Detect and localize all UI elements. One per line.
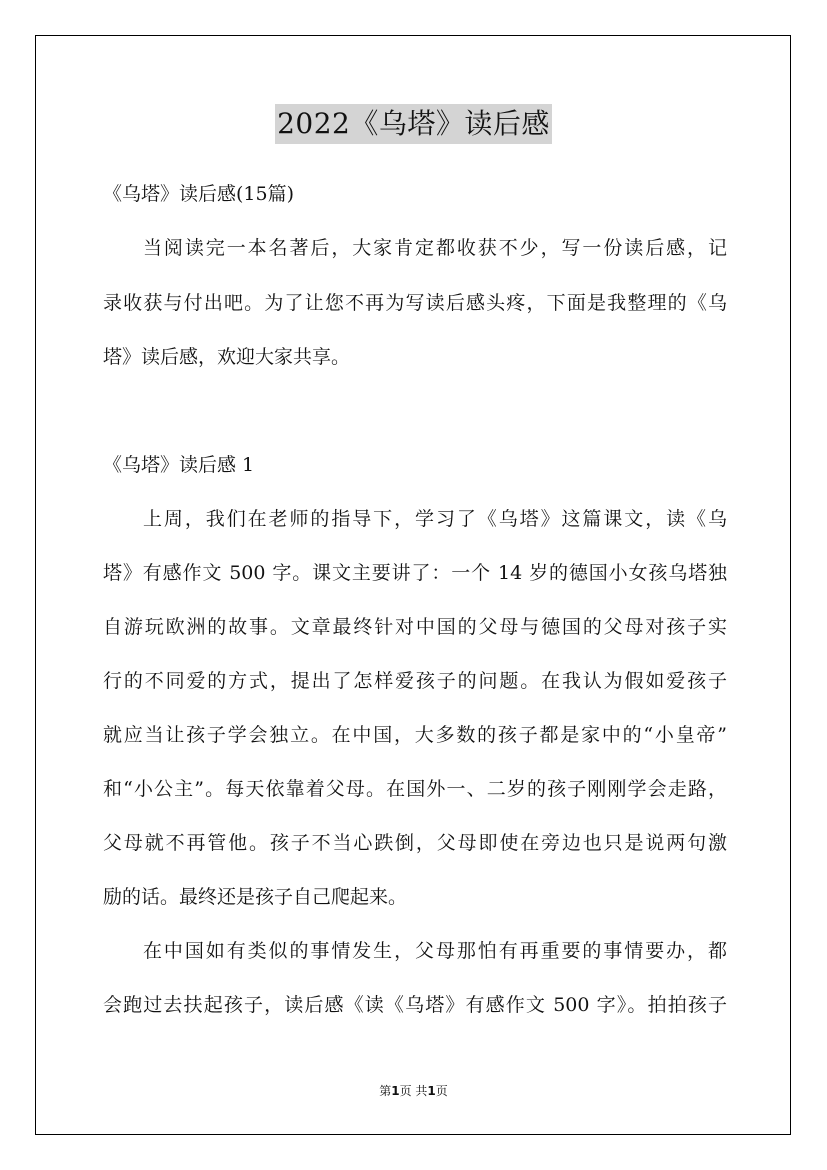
footer-mid: 页 共: [399, 1084, 428, 1098]
paragraph-line: 励的话。最终还是孩子自己爬起来。: [103, 886, 408, 908]
paragraph-line: 在中国如有类似的事情发生，父母那怕有再重要的事情要办，都: [143, 940, 727, 962]
intro-line: 塔》读后感，欢迎大家共享。: [103, 346, 351, 368]
footer-page-number: 1: [391, 1084, 400, 1098]
paragraph-line: 和“小公主”。每天依靠着父母。在国外一、二岁的孩子刚刚学会走路，: [103, 778, 727, 800]
paragraph-line: 自游玩欧洲的故事。文章最终针对中国的父母与德国的父母对孩子实: [103, 616, 727, 638]
footer-page-total: 1: [427, 1084, 436, 1098]
document-title: 2022《乌塔》读后感: [275, 104, 552, 144]
paragraph-line: 行的不同爱的方式，提出了怎样爱孩子的问题。在我认为假如爱孩子: [103, 670, 727, 692]
paragraph-line: 会跑过去扶起孩子，读后感《读《乌塔》有感作文 500 字》。拍拍孩子: [103, 994, 727, 1016]
section-heading: 《乌塔》读后感 1: [103, 454, 255, 476]
paragraph-line: 塔》有感作文 500 字。课文主要讲了：一个 14 岁的德国小女孩乌塔独: [103, 562, 727, 584]
footer-prefix: 第: [379, 1084, 392, 1098]
intro-line: 当阅读完一本名著后，大家肯定都收获不少，写一份读后感，记: [143, 237, 727, 259]
document-subtitle: 《乌塔》读后感(15篇): [103, 183, 295, 205]
intro-line: 录收获与付出吧。为了让您不再为写读后感头疼，下面是我整理的《乌: [103, 292, 727, 314]
paragraph-line: 上周，我们在老师的指导下，学习了《乌塔》这篇课文，读《乌: [143, 508, 727, 530]
page-footer: [0, 1083, 827, 1099]
paragraph-line: 父母就不再管他。孩子不当心跌倒，父母即使在旁边也只是说两句激: [103, 832, 727, 854]
footer-suffix: 页: [435, 1084, 448, 1098]
paragraph-line: 就应当让孩子学会独立。在中国，大多数的孩子都是家中的“小皇帝”: [103, 724, 727, 746]
document-title-wrap: [0, 104, 827, 144]
